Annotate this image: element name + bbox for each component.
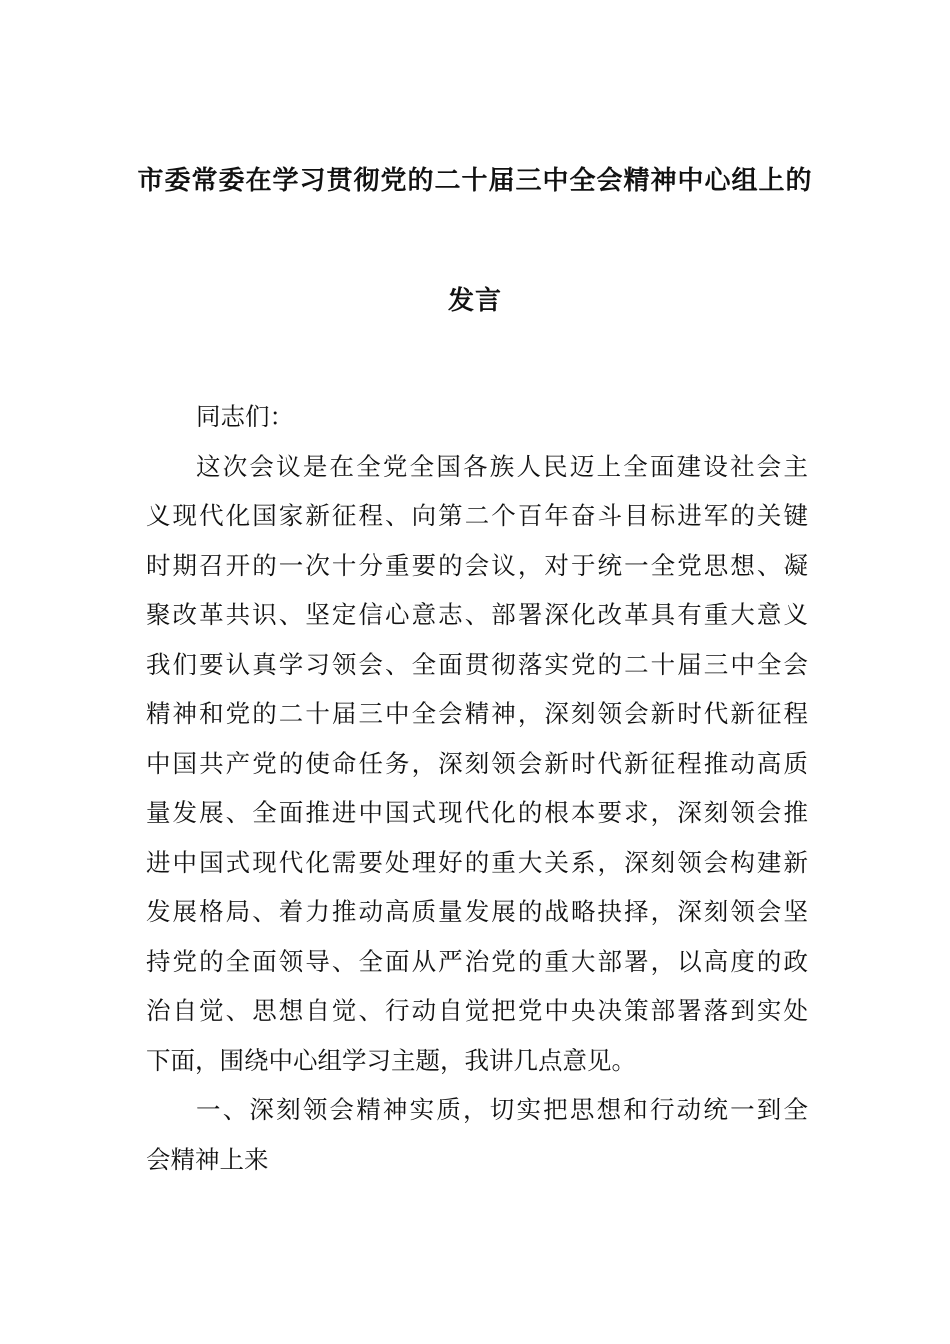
paragraph-1-line: 进中国式现代化需要处理好的重大关系，深刻领会构建新 [146,847,808,877]
paragraph-1-line: 持党的全面领导、全面从严治党的重大部署，以高度的政 [146,946,808,976]
document-title-line-1: 市委常委在学习贯彻党的二十届三中全会精神中心组上的 [137,166,813,196]
paragraph-1-line: 时期召开的一次十分重要的会议，对于统一全党思想、凝 [146,550,808,580]
paragraph-1-line: 中国共产党的使命任务，深刻领会新时代新征程推动高质 [146,748,808,778]
document-title-line-2: 发言 [447,286,502,316]
section-1-heading-line: 会精神上来 [146,1144,269,1174]
paragraph-1-line: 治自觉、思想自觉、行动自觉把党中央决策部署落到实处 [146,996,808,1025]
paragraph-1-line: 这次会议是在全党全国各族人民迈上全面建设社会主 [196,451,808,481]
paragraph-1-line: 量发展、全面推进中国式现代化的根本要求，深刻领会推 [146,798,808,827]
paragraph-1-line: 我们要认真学习领会、全面贯彻落实党的二十届三中全会 [146,649,808,679]
paragraph-1-line: 下面，围绕中心组学习主题，我讲几点意见。 [146,1045,636,1075]
document-body [146,392,808,1184]
section-1-heading-line: 一、深刻领会精神实质，切实把思想和行动统一到全 [196,1095,808,1124]
paragraph-1-line: 发展格局、着力推动高质量发展的战略抉择，深刻领会坚 [146,897,808,926]
salutation: 同志们： [196,402,294,431]
paragraph-1-line: 聚改革共识、坚定信心意志、部署深化改革具有重大意义 [146,600,808,629]
paragraph-1-line: 精神和党的二十届三中全会精神，深刻领会新时代新征程 [146,699,808,728]
paragraph-1-line: 义现代化国家新征程、向第二个百年奋斗目标进军的关键 [146,501,808,530]
